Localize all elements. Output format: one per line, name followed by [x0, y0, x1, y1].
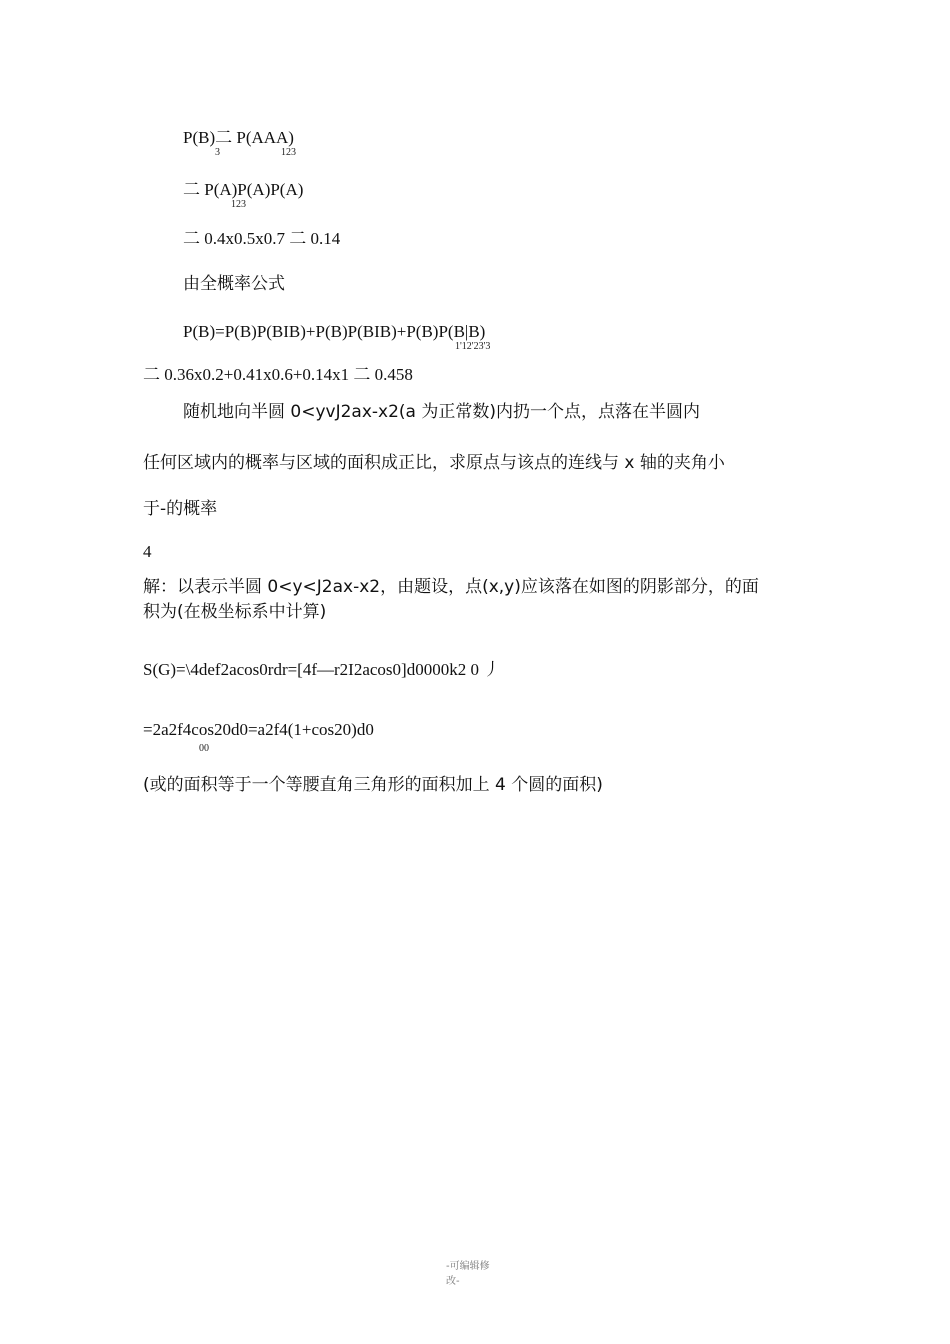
total-probability-heading: 由全概率公式 [183, 274, 285, 294]
equation-line-2-subscript: 123 [231, 199, 246, 210]
footer-editable-note-line-2: 改- [446, 1276, 460, 1287]
integral-equation-1: S(G)=\4def2acos0rdr=[4f—r2I2acos0]d0000k2 0 丿 [143, 660, 501, 679]
equation-line-1-subscript-a: 3 [215, 147, 220, 158]
equation-line-5-subscript: 1'12'23'3 [455, 341, 491, 352]
footer-editable-note-line-1: -可编辑修 [446, 1261, 490, 1272]
equation-line-6: 二 0.36x0.2+0.41x0.6+0.14x1 二 0.458 [143, 365, 413, 384]
equation-line-1: P(B)二 P(AAA) [183, 128, 294, 147]
equation-line-1-subscript-b: 123 [281, 147, 296, 158]
integral-equation-2-subscript: 00 [199, 743, 209, 754]
equation-line-3: 二 0.4x0.5x0.7 二 0.14 [183, 229, 341, 248]
equation-line-2: 二 P(A)P(A)P(A) [183, 180, 304, 199]
problem-line-2: 任何区域内的概率与区域的面积成正比，求原点与该点的连线与 x 轴的夹角小 [143, 453, 725, 473]
problem-line-3: 于-的概率 [143, 499, 218, 519]
remark-line: (或的面积等于一个等腰直角三角形的面积加上 4 个圆的面积) [143, 775, 603, 795]
problem-line-1: 随机地向半圆 0<yvJ2ax-x2(a 为正常数)内扔一个点，点落在半圆内 [183, 402, 700, 422]
equation-line-5: P(B)=P(B)P(BIB)+P(B)P(BIB)+P(B)P(B|B) [183, 322, 486, 341]
solution-line-2: 积为(在极坐标系中计算) [143, 602, 327, 622]
integral-equation-2: =2a2f4cos20d0=a2f4(1+cos20)d0 [143, 720, 374, 739]
fraction-denominator: 4 [143, 542, 152, 561]
solution-line-1: 解：以表示半圆 0<y<J2ax-x2，由题设，点(x,y)应该落在如图的阴影部分，的面 [143, 577, 759, 597]
